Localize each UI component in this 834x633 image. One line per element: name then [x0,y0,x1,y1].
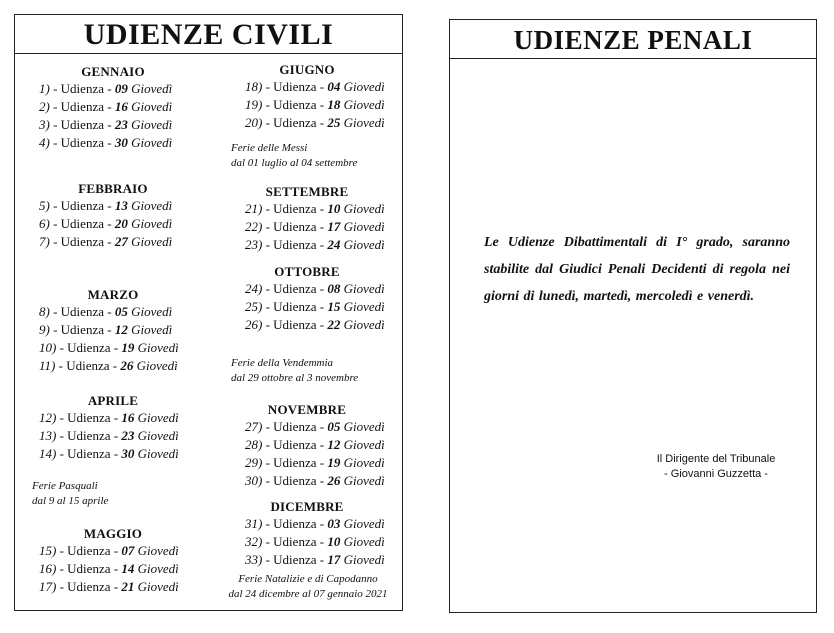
hearing-number: 24) [245,281,263,296]
hearing-date: 18 [327,97,341,112]
hearing-date: 30 [121,446,135,461]
hearing-day: Giovedì [136,358,178,373]
hearing-number: 11) [39,358,56,373]
hearing-row [211,78,403,96]
hearing-date: 17 [327,219,341,234]
hearing-label: - Udienza - [59,340,119,355]
hearing-number: 4) [39,135,50,150]
month-block [211,263,403,334]
hearing-day: Giovedì [343,516,385,531]
month-block [211,61,403,132]
hearing-row [15,409,211,427]
month-block [15,63,211,152]
hearing-day: Giovedì [131,198,173,213]
civil-hearings-panel [14,14,403,611]
hearing-label: - Udienza - [58,358,118,373]
hearing-label: - Udienza - [265,201,325,216]
hearing-label: - Udienza - [265,299,325,314]
signature-name: - Giovanni Guzzetta - [664,468,768,480]
hearing-label: - Udienza - [265,552,325,567]
hearing-date: 17 [327,552,341,567]
hearing-date: 03 [327,516,341,531]
hearing-date: 26 [327,473,341,488]
hearing-number: 7) [39,234,50,249]
hearing-day: Giovedì [131,81,173,96]
hearing-label: - Udienza - [59,543,119,558]
hearing-day: Giovedì [131,135,173,150]
hearing-row [211,533,403,551]
note-line: dal 9 al 15 aprile [32,495,109,507]
hearing-row [15,80,211,98]
hearing-label: - Udienza - [53,234,112,249]
hearing-label: - Udienza - [53,304,112,319]
hearing-day: Giovedì [343,317,385,332]
hearing-row [211,218,403,236]
penal-hearings-panel [449,19,817,613]
hearing-date: 21 [121,579,135,594]
hearing-label: - Udienza - [59,446,119,461]
hearing-date: 20 [114,216,128,231]
hearing-day: Giovedì [343,219,385,234]
hearing-number: 1) [39,81,50,96]
hearing-date: 14 [121,561,135,576]
hearing-number: 9) [39,322,50,337]
month-block [15,286,211,375]
hearing-date: 22 [327,317,341,332]
hearing-row [211,114,403,132]
hearing-day: Giovedì [137,410,179,425]
hearing-number: 8) [39,304,50,319]
month-block [211,183,403,254]
hearing-label: - Udienza - [53,198,112,213]
hearing-date: 13 [114,198,128,213]
hearing-day: Giovedì [343,201,385,216]
hearing-day: Giovedì [131,304,173,319]
month-name: APRILE [87,393,139,408]
hearing-number: 5) [39,198,50,213]
hearing-day: Giovedì [131,117,173,132]
hearing-label: - Udienza - [265,115,325,130]
civil-title: UDIENZE CIVILI [15,15,402,54]
hearing-label: - Udienza - [265,419,325,434]
month-name: DICEMBRE [270,499,344,514]
signature-block [636,452,796,482]
hearing-day: Giovedì [137,446,179,461]
hearing-number: 17) [39,579,57,594]
month-name: GENNAIO [81,64,145,79]
hearing-date: 10 [327,201,341,216]
hearing-date: 19 [121,340,135,355]
hearing-day: Giovedì [137,561,179,576]
note-line: Ferie della Vendemmia [231,357,334,369]
hearing-label: - Udienza - [265,237,325,252]
hearing-row [211,551,403,569]
hearing-number: 10) [39,340,57,355]
hearing-date: 09 [114,81,128,96]
hearing-row [211,515,403,533]
hearing-date: 30 [114,135,128,150]
hearing-date: 04 [327,79,341,94]
hearing-day: Giovedì [343,281,385,296]
hearing-label: - Udienza - [265,437,325,452]
hearing-number: 14) [39,446,57,461]
hearing-label: - Udienza - [59,428,119,443]
hearing-day: Giovedì [137,340,179,355]
hearing-label: - Udienza - [53,81,112,96]
hearing-row [15,357,211,375]
hearing-row [211,316,403,334]
hearing-row [211,280,403,298]
hearing-label: - Udienza - [59,579,119,594]
penal-hearings-text: Le Udienze Dibattimentali di I° grado, saranno stabilite dal Giudici Penali Decidenti di regola nei giorni di lunedì, martedì, mercoledì e venerdì. [484,235,790,304]
hearing-row [211,96,403,114]
month-name: GIUGNO [279,62,335,77]
hearing-number: 26) [245,317,263,332]
hearing-label: - Udienza - [265,219,325,234]
note-line: Ferie Natalizie e di Capodanno [238,573,378,585]
hearing-row [211,472,403,490]
hearing-day: Giovedì [343,419,385,434]
note-line: dal 24 dicembre al 07 gennaio 2021 [228,588,388,600]
hearing-number: 32) [245,534,263,549]
hearing-day: Giovedì [131,216,173,231]
hearing-number: 13) [39,428,57,443]
hearing-number: 27) [245,419,263,434]
hearing-day: Giovedì [137,579,179,594]
hearing-date: 12 [327,437,341,452]
hearing-number: 18) [245,79,263,94]
hearing-label: - Udienza - [265,455,325,470]
hearing-date: 19 [327,455,341,470]
hearing-label: - Udienza - [53,216,112,231]
hearing-day: Giovedì [343,79,385,94]
month-block [211,401,403,490]
hearing-number: 23) [245,237,263,252]
hearing-number: 22) [245,219,263,234]
hearing-row [211,298,403,316]
hearing-row [15,134,211,152]
hearing-label: - Udienza - [59,410,119,425]
hearing-label: - Udienza - [265,79,325,94]
hearing-row [211,236,403,254]
month-name: MARZO [87,287,139,302]
hearing-date: 25 [327,115,341,130]
hearing-row [211,418,403,436]
hearing-day: Giovedì [131,99,173,114]
month-block [15,525,211,596]
note-line: Ferie delle Messi [231,142,308,154]
hearing-day: Giovedì [131,234,173,249]
hearing-date: 05 [327,419,341,434]
hearing-row [15,303,211,321]
hearing-day: Giovedì [343,115,385,130]
hearing-day: Giovedì [343,299,385,314]
hearing-number: 12) [39,410,57,425]
hearing-number: 25) [245,299,263,314]
hearing-number: 19) [245,97,263,112]
hearing-date: 12 [114,322,128,337]
hearing-label: - Udienza - [265,317,325,332]
hearing-row [211,200,403,218]
hearing-day: Giovedì [343,473,385,488]
month-name: MAGGIO [83,526,143,541]
hearing-row [15,197,211,215]
hearing-number: 21) [245,201,263,216]
hearing-day: Giovedì [343,97,385,112]
hearing-label: - Udienza - [59,561,119,576]
hearing-row [15,116,211,134]
hearing-number: 30) [245,473,263,488]
hearing-day: Giovedì [131,322,173,337]
hearing-date: 05 [114,304,128,319]
hearing-label: - Udienza - [53,322,112,337]
hearing-day: Giovedì [137,543,179,558]
note-line: dal 01 luglio al 04 settembre [231,157,358,169]
hearing-date: 23 [121,428,135,443]
hearing-number: 6) [39,216,50,231]
hearing-day: Giovedì [343,552,385,567]
hearing-label: - Udienza - [53,117,112,132]
note-line: dal 29 ottobre al 3 novembre [231,372,359,384]
hearing-row [15,339,211,357]
hearing-date: 16 [121,410,135,425]
hearing-row [15,427,211,445]
hearing-row [15,215,211,233]
hearing-number: 2) [39,99,50,114]
hearing-label: - Udienza - [265,97,325,112]
hearing-row [15,445,211,463]
hearing-date: 10 [327,534,341,549]
penal-title: UDIENZE PENALI [450,20,816,59]
hearing-day: Giovedì [343,437,385,452]
hearing-number: 31) [245,516,263,531]
hearing-label: - Udienza - [265,473,325,488]
month-block [211,498,403,569]
hearing-number: 28) [245,437,263,452]
hearing-label: - Udienza - [265,516,325,531]
note-ferie-pasquali [32,479,108,509]
hearing-number: 33) [245,552,263,567]
hearing-day: Giovedì [137,428,179,443]
note-line: Ferie Pasquali [32,480,98,492]
note-ferie-natalizie [223,572,393,602]
hearing-date: 08 [327,281,341,296]
hearing-date: 07 [121,543,135,558]
hearing-label: - Udienza - [265,281,325,296]
hearing-row [211,454,403,472]
hearing-row [15,321,211,339]
hearing-day: Giovedì [343,534,385,549]
hearing-row [15,578,211,596]
month-name: SETTEMBRE [265,184,349,199]
hearing-row [15,560,211,578]
month-name: NOVEMBRE [267,402,347,417]
hearing-date: 27 [114,234,128,249]
hearing-number: 29) [245,455,263,470]
hearing-row [15,98,211,116]
hearing-row [211,436,403,454]
signature-role: Il Dirigente del Tribunale [656,453,776,465]
hearing-label: - Udienza - [53,135,112,150]
month-block [15,180,211,251]
hearing-number: 16) [39,561,57,576]
month-name: OTTOBRE [274,264,340,279]
hearing-row [15,233,211,251]
note-ferie-messi [231,141,357,171]
hearing-number: 15) [39,543,57,558]
hearing-number: 20) [245,115,263,130]
hearing-date: 26 [120,358,134,373]
hearing-date: 24 [327,237,341,252]
hearing-date: 15 [327,299,341,314]
hearing-label: - Udienza - [265,534,325,549]
hearing-date: 16 [114,99,128,114]
note-ferie-vendemmia [231,356,358,386]
hearing-date: 23 [114,117,128,132]
hearing-number: 3) [39,117,50,132]
hearing-day: Giovedì [343,237,385,252]
hearing-day: Giovedì [343,455,385,470]
hearing-row [15,542,211,560]
month-block [15,392,211,463]
hearing-label: - Udienza - [53,99,112,114]
month-name: FEBBRAIO [78,181,148,196]
